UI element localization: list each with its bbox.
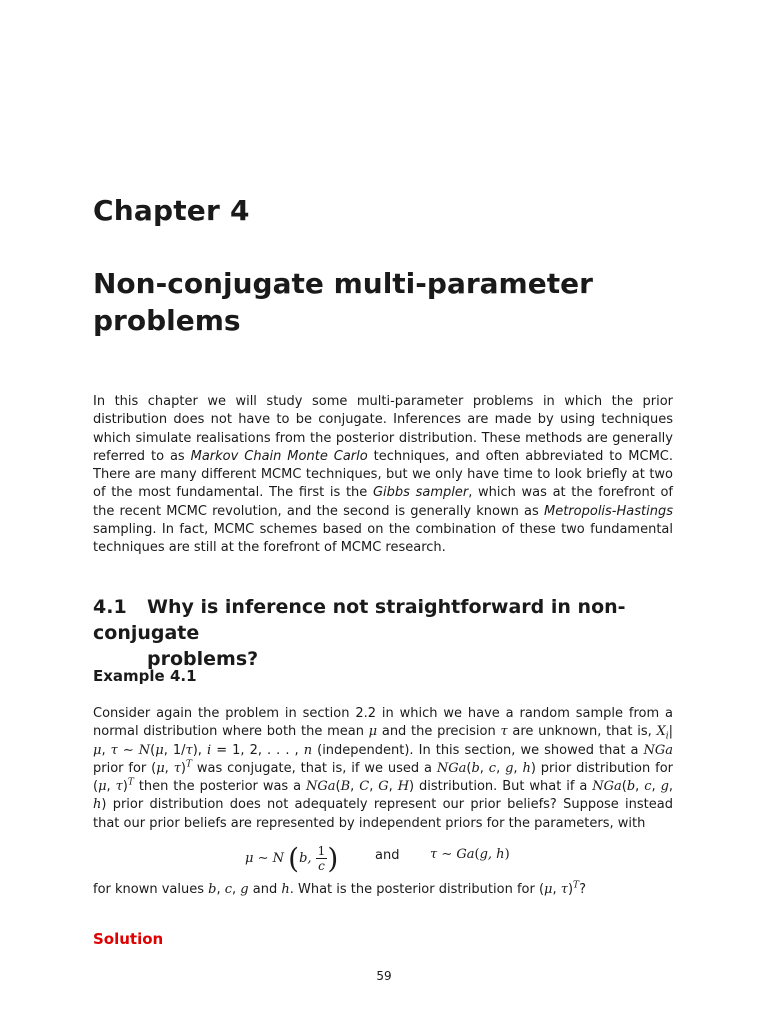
fraction-numerator: 1	[317, 844, 326, 858]
example-text: was conjugate, that is, if we used a	[191, 760, 437, 776]
page-number: 59	[376, 969, 392, 983]
example-text: prior for	[93, 760, 152, 776]
after-text: . What is the posterior distribution for	[289, 882, 539, 897]
fraction	[316, 844, 328, 873]
after-display-text: for known values b, c, g and h. What is the posterior distribution for (μ, τ)$^T$?	[93, 880, 586, 897]
example-text: distribution. But what if a	[414, 779, 593, 795]
example-text: are unknown, that is,	[507, 724, 657, 740]
intro-text: techniques, and often abbreviated to MCMC. There are many different MCMC techniques, but we only have time to look briefly at two of the most fundamental. The first is the	[93, 448, 673, 501]
chapter-label: Chapter 4	[93, 194, 250, 227]
section-title-line2: problems?	[147, 648, 259, 670]
term-gibbs: Gibbs sampler	[372, 485, 469, 501]
example-text: then the posterior was a	[133, 779, 307, 795]
example-text: prior distribution for	[535, 760, 673, 776]
term-metropolis-hastings: Metropolis-Hastings	[544, 503, 673, 519]
intro-text: In this chapter we will study some multi-parameter problems in which the prior distribution does not have to be conjugate. Inferences are made by using techniques which simulate realisations from the posterior distribution. These methods are generally referred to as	[93, 394, 673, 464]
solution-label: Solution	[93, 930, 164, 948]
example-heading: Example 4.1	[93, 667, 197, 685]
prior-tau-equation: τ ∼ Ga(g, h)	[430, 847, 510, 862]
chapter-title: Non-conjugate multi-parameter problems	[93, 267, 593, 337]
intro-paragraph	[93, 393, 673, 558]
display-and: and	[375, 848, 400, 863]
intro-text: sampling. In fact, MCMC schemes based on the combination of these two fundamental techniques are still at the forefront of MCMC research.	[93, 522, 673, 556]
section-title-line1: Why is inference not straightforward in non-conjugate	[93, 596, 626, 644]
example-paragraph: Consider again the problem in section 2.2 in which we have a random sample from a normal distribution where both the mean μ and the precision τ are unknown, that is, $X_i|\mu$, τ ∼ N(μ, 1/τ), i = 1, 2, . . . , n (independent). In this section, we showed that a NGa prior for (μ, τ)$^T$ was conjugate, that is, if we used a NGa(b, c, g, h) prior distribution for (μ, τ)$^T$ then the posterior was a NGa(B, C, G, H) distribution. But what if a NGa(b, c, g, h) prior distribution does not adequately represent our prior beliefs? Suppose instead that our prior beliefs are represented by independent priors for the parameters, with	[93, 706, 674, 831]
after-text: for known values	[93, 882, 209, 897]
section-heading	[93, 594, 693, 672]
example-text: prior distribution does not adequately represent our prior beliefs? Suppose instead that our prior beliefs are represented by independent priors for the parameters, with	[93, 797, 673, 831]
section-number: 4.1	[93, 596, 127, 618]
prior-mu-equation: μ ∼ N (b, $\frac{1}{c}$ )	[245, 842, 339, 875]
term-mcmc: Markov Chain Monte Carlo	[190, 448, 368, 464]
example-text: Consider again the problem in section 2.2 in which we have a random sample from a normal distribution where both the mean	[93, 706, 673, 740]
display-equation	[93, 834, 673, 876]
intro-text: , which was at the forefront of the recent MCMC revolution, and the second is generally known as	[93, 485, 673, 519]
after-text: ?	[579, 882, 586, 897]
example-text: (independent). In this section, we showed that a	[312, 742, 644, 758]
example-text: and the precision	[377, 724, 501, 740]
fraction-denominator: c	[318, 859, 325, 873]
